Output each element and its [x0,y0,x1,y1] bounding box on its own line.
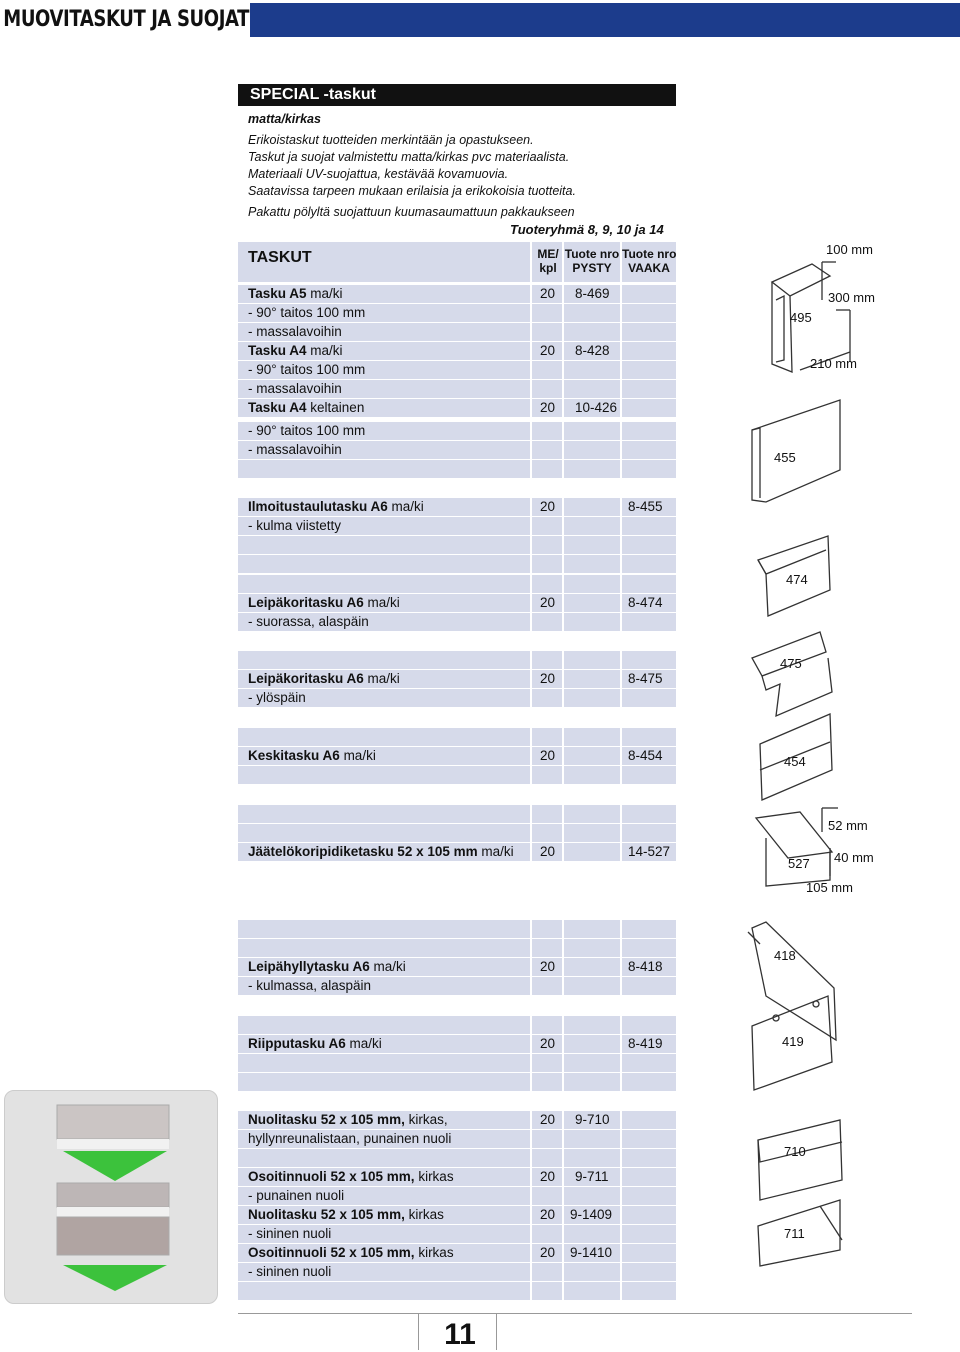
product-name-bold: Leipäkoritasku A6 [248,595,364,610]
photo-sleeve-top-strip [57,1139,169,1149]
table-row-bg [238,536,676,554]
product-name-bold: Nuolitasku 52 x 105 mm, [248,1207,405,1222]
product-me: 20 [540,844,556,859]
table-header-taskut: TASKUT [248,249,312,266]
product-vaaka: 8-454 [628,748,663,763]
dim-52-label: 52 mm [828,818,868,833]
pocket-418-fold [748,932,760,944]
product-me: 20 [540,400,556,415]
product-name [248,342,343,360]
product-name-bold: Leipähyllytasku A6 [248,959,370,974]
product-name-bold: Osoitinnuoli 52 x 105 mm, [248,1169,415,1184]
product-name-rest: ma/ki [345,1036,382,1051]
dim-100-label: 100 mm [826,242,873,257]
page-number: 11 [444,1318,476,1351]
intro-line-1: Erikoistaskut tuotteiden merkintään ja opastukseen. [248,133,534,147]
table-row-bg [238,766,676,784]
product-name-rest: ma/ki [363,595,400,610]
product-note: - massalavoihin [248,324,342,339]
pocket-418-body [752,922,836,1040]
product-name-bold: Leipäkoritasku A6 [248,671,364,686]
pocket-495-inner [776,296,784,362]
label-495: 495 [790,310,812,325]
product-name-bold: Riipputasku A6 [248,1036,346,1051]
label-418: 418 [774,948,796,963]
label-419: 419 [782,1034,804,1049]
table-header-vaaka [622,247,676,275]
table-header-me-1: ME/ [537,247,559,261]
product-me: 20 [540,1036,556,1051]
product-pysty: 9-1410 [570,1245,613,1260]
table-header-pysty-2: PYSTY [572,261,612,275]
product-note: - sininen nuoli [248,1226,332,1241]
product-vaaka: 8-455 [628,499,663,514]
label-474: 474 [786,572,808,587]
table-row-bg [238,651,676,669]
section-subtitle: matta/kirkas [248,112,321,126]
product-vaaka: 8-419 [628,1036,663,1051]
product-name [248,399,364,417]
product-name [248,1206,444,1224]
product-name-rest: kirkas [414,1245,454,1260]
product-name-rest: ma/ki [477,844,514,859]
table-row-bg [238,1016,676,1034]
product-vaaka: 14-527 [628,844,671,859]
page-header-title: MUOVITASKUT JA SUOJAT [0,0,203,40]
product-note: - kulmassa, alaspäin [248,978,372,993]
product-note: - massalavoihin [248,442,342,457]
dim-210-label: 210 mm [810,356,857,371]
pocket-419-hole [773,1015,779,1021]
product-pysty: 8-428 [575,343,610,358]
product-name-rest: kirkas [404,1207,444,1222]
product-note: - massalavoihin [248,381,342,396]
intro-line-2: Taskut ja suojat valmistettu matta/kirkas pvc materiaalista. [248,150,570,164]
section-title: SPECIAL -taskut [238,84,676,106]
product-name-bold: Keskitasku A6 [248,748,340,763]
photo-sleeve-mid [57,1183,169,1207]
product-name [248,958,406,976]
intro-line-3: Materiaali UV-suojattua, kestävää kovamuovia. [248,167,509,181]
table-row-bg [238,728,676,746]
intro-line-5: Pakattu pölyltä suojattuun kuumasaumattuun pakkaukseen [248,205,575,219]
product-name-rest: keltainen [306,400,365,415]
product-name-bold: Tasku A4 [248,343,307,358]
product-note: - ylöspäin [248,690,306,705]
product-note: - suorassa, alaspäin [248,614,369,629]
product-name [248,1244,454,1262]
product-pysty: 9-711 [575,1169,609,1184]
table-header-pysty-1: Tuote nro [564,247,620,261]
photo-sleeve-top [57,1105,169,1139]
header-blue-bar [250,3,960,37]
pocket-455-inner [752,428,760,498]
table-header-vaaka-2: VAAKA [628,261,670,275]
table-header-vaaka-1: Tuote nro [622,247,677,261]
product-note: - sininen nuoli [248,1264,332,1279]
product-name-rest: ma/ki [369,959,406,974]
dim-300-label: 300 mm [828,290,875,305]
intro-line-4: Saatavissa tarpeen mukaan erilaisia ja erikokoisia tuotteita. [248,184,576,198]
product-name-bold: Nuolitasku 52 x 105 mm, [248,1112,405,1127]
product-name [248,1111,448,1129]
product-note: - 90° taitos 100 mm [248,423,366,438]
product-note: - 90° taitos 100 mm [248,362,366,377]
product-note: - 90° taitos 100 mm [248,305,366,320]
product-name [248,1035,382,1053]
label-475: 475 [780,656,802,671]
dim-105-label: 105 mm [806,880,853,895]
product-name-bold: Jäätelökoripidiketasku 52 x 105 mm [248,844,478,859]
table-row-bg [238,1073,676,1091]
product-note: - kulma viistetty [248,518,342,533]
product-name-bold: Tasku A5 [248,286,307,301]
photo-sleeve-mid-strip [57,1207,169,1217]
product-vaaka: 8-474 [628,595,663,610]
footer-divider-right [496,1313,497,1350]
table-row-bg [238,920,676,938]
product-name [248,285,343,303]
product-note: - punainen nuoli [248,1188,345,1203]
product-name [248,843,514,861]
label-711: 711 [784,1226,805,1241]
pocket-474-fold [758,550,826,574]
product-me: 20 [540,959,556,974]
pocket-419-hole [813,1001,819,1007]
label-710: 710 [784,1144,806,1159]
product-pysty: 9-710 [575,1112,610,1127]
pocket-495-body [772,282,792,372]
product-name-bold: Osoitinnuoli 52 x 105 mm, [248,1245,415,1260]
product-me: 20 [540,286,556,301]
photo-sleeve-bottom [57,1217,169,1255]
product-name-bold: Tasku A4 [248,400,307,415]
product-me: 20 [540,1207,556,1222]
product-name [248,670,400,688]
table-row-bg [238,1282,676,1300]
product-name-rest: ma/ki [306,343,343,358]
product-group: Tuoteryhmä 8, 9, 10 ja 14 [510,222,664,237]
table-row-bg [238,1054,676,1072]
product-pysty: 9-1409 [570,1207,613,1222]
table-row-bg [238,1149,676,1167]
product-photo-graphic [5,1091,218,1304]
table-header-pysty [564,247,620,275]
footer-line [238,1313,912,1314]
product-name-rest: kirkas, [404,1112,448,1127]
product-vaaka: 8-475 [628,671,663,686]
table-row-bg [238,805,676,823]
table-header-me-2: kpl [539,261,557,275]
product-name-rest: ma/ki [387,499,424,514]
product-me: 20 [540,499,556,514]
product-name [248,594,400,612]
product-me: 20 [540,1169,556,1184]
product-me: 20 [540,1245,556,1260]
product-me: 20 [540,671,556,686]
product-pysty: 8-469 [575,286,610,301]
table-row-bg [238,555,676,573]
product-me: 20 [540,748,556,763]
product-note: hyllynreunalistaan, punainen nuoli [248,1131,452,1146]
pocket-455-body [752,400,840,502]
pocket-495-fold [772,264,830,296]
product-name-rest: kirkas [414,1169,454,1184]
product-name-rest: ma/ki [339,748,376,763]
label-527: 527 [788,856,810,871]
product-name [248,747,376,765]
pocket-711-arrow [820,1206,842,1240]
dim-40-label: 40 mm [834,850,874,865]
product-name-rest: ma/ki [363,671,400,686]
pocket-710-body [758,1120,842,1200]
table-row-bg [238,939,676,957]
product-me: 20 [540,595,556,610]
table-header-me [533,247,563,275]
footer-divider-left [418,1313,419,1350]
label-454: 454 [784,754,806,769]
product-name-rest: ma/ki [306,286,343,301]
pocket-527-top [756,812,832,858]
product-name [248,498,424,516]
photo-arrow-bottom [63,1265,167,1291]
product-name-bold: Ilmoitustaulutasku A6 [248,499,388,514]
photo-arrow-top [63,1151,167,1181]
product-name [248,1168,454,1186]
table-row-bg [238,824,676,842]
table-row-bg [238,460,676,478]
label-455: 455 [774,450,796,465]
product-pysty: 10-426 [575,400,618,415]
product-vaaka: 8-418 [628,959,663,974]
product-me: 20 [540,1112,556,1127]
table-row-bg [238,575,676,593]
product-photo [4,1090,218,1304]
product-me: 20 [540,343,556,358]
